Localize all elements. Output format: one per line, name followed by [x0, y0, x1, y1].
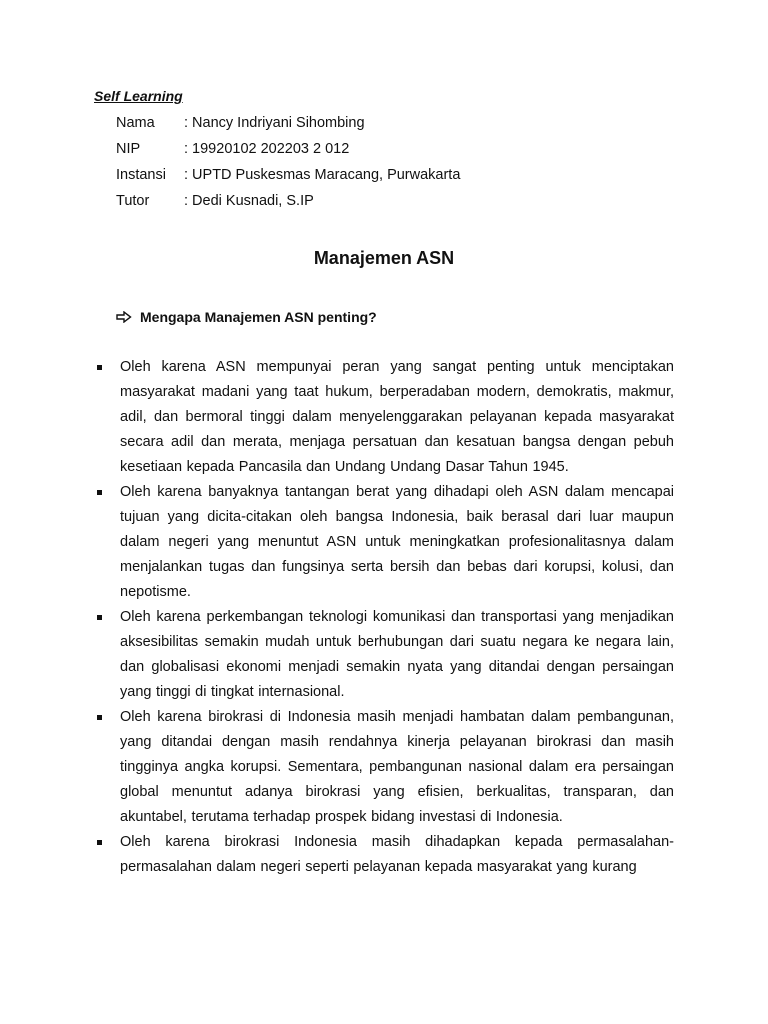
- info-row-name: [116, 113, 460, 139]
- info-label: Nama: [116, 115, 155, 131]
- info-label: NIP: [116, 141, 141, 157]
- info-label: Tutor: [116, 193, 150, 209]
- square-bullet-icon: [96, 480, 120, 505]
- question-heading: [116, 308, 377, 326]
- list-item: [96, 705, 674, 830]
- info-value: : UPTD Puskesmas Maracang, Purwakarta: [184, 167, 461, 183]
- list-item: [96, 605, 674, 705]
- info-row-nip: [116, 139, 460, 165]
- outlined-right-arrow-icon: [116, 311, 134, 323]
- reason-list: [96, 355, 674, 880]
- list-item-text: Oleh karena birokrasi Indonesia masih dihadapkan kepada permasalahan-permasalahan dalam negeri seperti pelayanan kepada masyarakat yang kurang: [120, 834, 674, 875]
- info-table: [116, 113, 460, 217]
- info-label: Instansi: [116, 167, 166, 183]
- info-value: : 19920102 202203 2 012: [184, 141, 350, 157]
- list-item-text: Oleh karena banyaknya tantangan berat yang dihadapi oleh ASN dalam mencapai tujuan yang dicita-citakan oleh bangsa Indonesia, baik berasal dari luar maupun dalam negeri yang menuntut ASN untuk meningkatkan profesionalitasnya dalam menjalankan tugas dan fungsinya serta bersih dan bebas dari korupsi, kolusi, dan nepotisme.: [120, 484, 674, 600]
- list-item: [96, 355, 674, 480]
- info-value: : Dedi Kusnadi, S.IP: [184, 193, 314, 209]
- info-row-instansi: [116, 165, 460, 191]
- square-bullet-icon: [96, 605, 120, 630]
- section-label: Self Learning: [94, 88, 183, 104]
- list-item-text: Oleh karena birokrasi di Indonesia masih menjadi hambatan dalam pembangunan, yang ditandai dengan masih rendahnya kinerja pelayanan birokrasi dan masih tingginya angka korupsi. Sementara, pembangunan nasional dalam era persaingan global menuntut adanya birokrasi yang efisien, berkualitas, transparan, dan akuntabel, terutama terhadap prospek bidang investasi di Indonesia.: [120, 709, 674, 825]
- square-bullet-icon: [96, 705, 120, 730]
- list-item-text: Oleh karena ASN mempunyai peran yang sangat penting untuk menciptakan masyarakat madani yang taat hukum, berperadaban modern, demokratis, makmur, adil, dan bermoral tinggi dalam menyelenggarakan pelayanan kepada masyarakat secara adil dan merata, menjaga persatuan dan kesatuan bangsa dengan pebuh kesetiaan kepada Pancasila dan Undang Undang Dasar Tahun 1945.: [120, 359, 674, 475]
- document-title: Manajemen ASN: [313, 248, 455, 268]
- square-bullet-icon: [96, 355, 120, 380]
- square-bullet-icon: [96, 830, 120, 855]
- list-item: [96, 830, 674, 880]
- info-row-tutor: [116, 191, 460, 217]
- list-item-text: Oleh karena perkembangan teknologi komunikasi dan transportasi yang menjadikan aksesibilitas semakin mudah untuk berhubungan dari suatu negara ke negara lain, dan globalisasi ekonomi menjadi semakin nyata yang ditandai dengan persaingan yang tinggi di tingkat internasional.: [120, 609, 674, 700]
- info-value: : Nancy Indriyani Sihombing: [184, 115, 365, 131]
- list-item: [96, 480, 674, 605]
- question-text: Mengapa Manajemen ASN penting?: [140, 309, 377, 325]
